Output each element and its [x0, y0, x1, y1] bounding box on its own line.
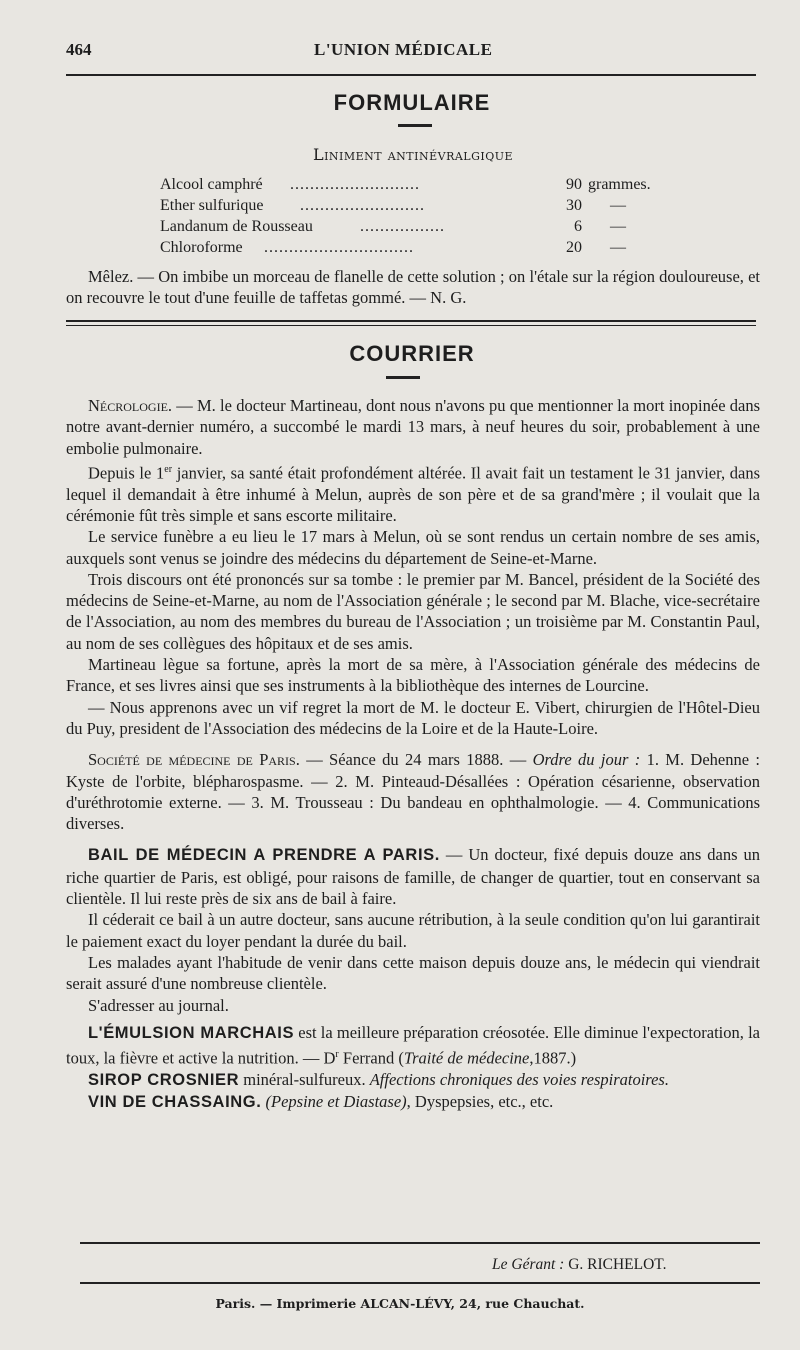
leader-dots: ..............................	[264, 239, 414, 256]
ingredient-row	[160, 218, 640, 240]
page-number: 464	[66, 40, 92, 59]
ordre-du-jour-label: Ordre du jour :	[532, 750, 641, 770]
courrier-title: COURRIER	[349, 341, 475, 366]
superscript: r	[335, 1049, 339, 1061]
formulaire-instructions	[66, 266, 760, 309]
ingredient-unit: —	[610, 197, 626, 214]
courrier-title-underline	[386, 376, 420, 379]
leader-dots: .................	[360, 218, 445, 235]
ad-text: minéral-sulfureux.	[239, 1069, 370, 1089]
ingredient-quantity: 90	[566, 176, 582, 193]
ingredient-quantity: 20	[566, 239, 582, 256]
paragraph-text: — Nous apprenons avec un vif regret la mort de M. le docteur E. Vibert, chirurgien de l'Hôtel-Dieu du Puy, president de l'Association des médecins de la Loire et de la Haute-Loire.	[66, 697, 760, 738]
necrologie-text: — M. le docteur Martineau, dont nous n'avons pu que mentionner la mort inopinée dans notre avant-dernier numéro, a succombé le mardi 13 mars, à neuf heures du soir, probablement à une embolie pulmonaire.	[66, 396, 760, 458]
paragraph-text: Martineau lègue sa fortune, après la mort de sa mère, à l'Association générale des médecins de France, et ses livres ainsi que ses instruments à la bibliothèque des internes de Lourcine.	[66, 655, 760, 696]
ingredient-unit: grammes.	[588, 176, 651, 193]
leader-dots: ..........................	[290, 176, 420, 193]
printer-imprint: Paris. — Imprimerie ALCAN-LÉVY, 24, rue Chauchat.	[215, 1296, 585, 1311]
section-double-rule-top	[66, 320, 756, 322]
ingredient-name: Chloroforme	[160, 239, 243, 256]
ingredient-row	[160, 176, 651, 198]
ad-reference: Traité de médecine	[403, 1048, 530, 1068]
ingredient-name: Ether sulfurique	[160, 197, 264, 214]
paragraph-text: Le service funèbre a eu lieu le 17 mars à Melun, où se sont rendus un certain nombre de ses amis, auxquels sont venus se joindre des médecins du département de Seine-et-Marne.	[66, 527, 760, 568]
ingredient-row	[160, 239, 640, 261]
ad-emulsion-name: L'ÉMULSION MARCHAIS	[88, 1023, 295, 1042]
ad-text: ,1887.)	[529, 1048, 577, 1068]
ad-sirop-name: SIROP CROSNIER	[88, 1070, 240, 1089]
ingredient-quantity: 6	[574, 218, 582, 235]
paragraph-text: S'adresser au journal.	[88, 995, 229, 1015]
paragraph-text: Depuis le 1	[88, 463, 165, 483]
paragraph-text: janvier, sa santé était profondément altérée. Il avait fait un testament le 31 janvier, dans lequel il demandait à être inhumé à Melun, auprès de son père et de sa grand'mère ; il voulait que la cérémonie fût très simple et sans escorte militaire.	[66, 463, 760, 525]
formulaire-subtitle: Liniment antinévralgique	[312, 145, 514, 164]
formulaire-title: FORMULAIRE	[333, 90, 491, 115]
paragraph-text: — Un docteur, fixé depuis douze ans dans un riche quartier de Paris, est obligé, pour raisons de famille, de changer de quartier, tout en conservant sa clientèle. Il lui reste près de six ans de bail à faire.	[66, 845, 760, 909]
instructions-paragraph: Mêlez. — On imbibe un morceau de flanelle de cette solution ; on l'étale sur la région douloureuse, et on recouvre le tout d'une feuille de taffetas gommé. — N. G.	[66, 267, 760, 308]
ingredient-name: Landanum de Rousseau	[160, 218, 313, 235]
journal-title: L'UNION MÉDICALE	[314, 40, 493, 59]
ad-text: , Dyspepsies, etc., etc.	[406, 1092, 554, 1112]
paragraph-text: 1. M. Dehenne : Kyste de l'orbite, blépharospasme. — 2. M. Pinteaud-Désallées : Opération césarienne, observation d'uréthrotomie externe. — 3. M. Trousseau : Du bandeau en ophthalmologie. — 4. Communications diverses.	[66, 750, 760, 834]
leader-dots: .........................	[300, 197, 425, 214]
footer-rule-bottom	[80, 1282, 760, 1284]
necrologie-label: Nécrologie.	[88, 396, 173, 415]
ad-text: Ferrand (	[338, 1048, 404, 1068]
ingredient-row	[160, 197, 640, 219]
societe-label: Société de médecine de Paris.	[88, 750, 300, 770]
ad-italic: Affections chroniques des voies respiratoires.	[369, 1069, 669, 1089]
section-double-rule-bottom	[66, 325, 756, 326]
gerant-line	[492, 1256, 667, 1274]
header-rule	[66, 74, 756, 76]
ad-text: est la meilleure préparation créosotée. Elle diminue l'expectoration, la toux, la fièvre et active la nutrition. — D	[66, 1022, 760, 1068]
ad-vin-name: VIN DE CHASSAING.	[88, 1093, 262, 1112]
footer-rule-top	[80, 1242, 760, 1244]
gerant-name: G. RICHELOT.	[568, 1256, 667, 1273]
ingredient-quantity: 30	[566, 197, 582, 214]
superscript: er	[164, 463, 173, 475]
paragraph-text: Il céderait ce bail à un autre docteur, sans aucune rétribution, à la seule condition qu'on lui garantirait le paiement exact du loyer pendant la durée du bail.	[66, 910, 760, 951]
ingredient-unit: —	[610, 218, 626, 235]
gerant-label: Le Gérant :	[492, 1256, 565, 1273]
paragraph-text: — Séance du 24 mars 1888. —	[299, 750, 533, 770]
bail-title: BAIL DE MÉDECIN A PRENDRE A PARIS.	[88, 846, 440, 865]
ingredient-name: Alcool camphré	[160, 176, 263, 193]
formulaire-title-underline	[398, 124, 432, 127]
paragraph-text: Trois discours ont été prononcés sur sa tombe : le premier par M. Bancel, président de la Société des médecins de Seine-et-Marne, au nom de l'Association générale ; le second par M. Blache, vice-secrétaire de l'Association, au nom des membres du bureau de l'Association ; un troisième par M. Constantin Paul, au nom de ses collègues des hôpitaux et de ses amis.	[66, 569, 760, 653]
ad-italic: (Pepsine et Diastase)	[265, 1092, 407, 1112]
paragraph-text: Les malades ayant l'habitude de venir dans cette maison depuis douze ans, le médecin qui viendrait serait assuré d'une nombreuse clientèle.	[66, 952, 760, 994]
courrier-body	[66, 395, 760, 1114]
ingredient-unit: —	[610, 239, 626, 256]
